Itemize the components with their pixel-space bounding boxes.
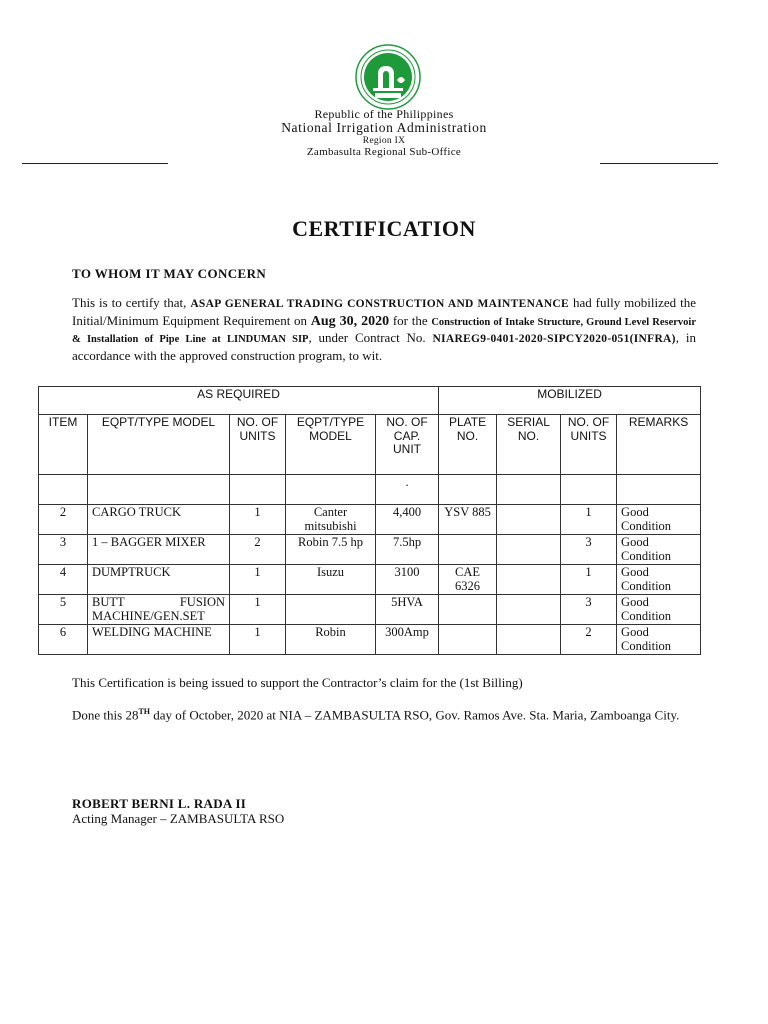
para-text-1: This is to certify that, bbox=[72, 295, 191, 310]
cell-serial bbox=[497, 625, 561, 655]
col-model-mobilized: EQPT/TYPE MODEL bbox=[286, 415, 376, 475]
cell-equipment: DUMPTRUCK bbox=[88, 565, 230, 595]
cell-model: Isuzu bbox=[286, 565, 376, 595]
cell-units-required: 1 bbox=[230, 565, 286, 595]
document-title: CERTIFICATION bbox=[292, 216, 476, 241]
cell-serial bbox=[497, 535, 561, 565]
cell-equipment-line2: MACHINE/GEN.SET bbox=[92, 608, 205, 623]
cell-units-mobilized: 2 bbox=[561, 625, 617, 655]
support-statement: This Certification is being issued to support the Contractor’s claim for the (1st Billing) bbox=[72, 675, 523, 690]
cell-remarks: Good Condition bbox=[617, 505, 701, 535]
office-line: Zambasulta Regional Sub-Office bbox=[306, 146, 462, 158]
cell-units-mobilized: 1 bbox=[561, 565, 617, 595]
col-plate: PLATE NO. bbox=[439, 415, 497, 475]
cell-serial bbox=[497, 565, 561, 595]
group-as-required: AS REQUIRED bbox=[39, 387, 439, 415]
signatory-name: ROBERT BERNI L. RADA II bbox=[72, 796, 247, 811]
cell-item: 4 bbox=[39, 565, 88, 595]
cell-remarks: Good Condition bbox=[617, 595, 701, 625]
para-text-3: for the bbox=[389, 312, 432, 328]
table-row-blank bbox=[39, 475, 701, 505]
table-row bbox=[39, 595, 701, 625]
cell-model: Robin 7.5 hp bbox=[286, 535, 376, 565]
cell-serial bbox=[497, 595, 561, 625]
table-row bbox=[39, 565, 701, 595]
cell-plate bbox=[439, 535, 497, 565]
certification-paragraph bbox=[72, 295, 696, 363]
agency-name: National Irrigation Administration bbox=[281, 120, 487, 135]
done-statement bbox=[72, 704, 696, 723]
cell-item: 6 bbox=[39, 625, 88, 655]
cell-serial bbox=[497, 505, 561, 535]
cell-item: 3 bbox=[39, 535, 88, 565]
para-text-5: , in accordance with the approved construction program, to wit. bbox=[72, 330, 696, 363]
cell-units-required: 1 bbox=[230, 625, 286, 655]
republic-line: Republic of the Philippines bbox=[314, 107, 454, 121]
cell-plate bbox=[439, 625, 497, 655]
cell-capacity: 300Amp bbox=[376, 625, 439, 655]
cell-units-required: 1 bbox=[230, 505, 286, 535]
blank-mark: . bbox=[376, 475, 439, 505]
col-capacity: NO. OF CAP. UNIT bbox=[376, 415, 439, 475]
cell-plate: CAE 6326 bbox=[439, 565, 497, 595]
cell-plate: YSV 885 bbox=[439, 505, 497, 535]
table-row bbox=[39, 505, 701, 535]
col-units-required: NO. OF UNITS bbox=[230, 415, 286, 475]
col-remarks: REMARKS bbox=[617, 415, 701, 475]
table-group-header bbox=[39, 387, 701, 415]
cell-units-required: 1 bbox=[230, 595, 286, 625]
header-rule-right bbox=[600, 163, 718, 164]
cell-item: 2 bbox=[39, 505, 88, 535]
header-rule-left bbox=[22, 163, 168, 164]
cell-units-mobilized: 3 bbox=[561, 535, 617, 565]
project-name: Construction of Intake Structure, Ground Level Reservoir & Installation of Pipe Line at LINDUMAN SIP bbox=[72, 316, 696, 345]
cell-remarks: Good Condition bbox=[617, 565, 701, 595]
cell-equipment bbox=[88, 595, 230, 625]
signatory-position: Acting Manager – ZAMBASULTA RSO bbox=[72, 811, 285, 826]
cell-model: Canter mitsubishi bbox=[286, 505, 376, 535]
cell-remarks: Good Condition bbox=[617, 535, 701, 565]
salutation: TO WHOM IT MAY CONCERN bbox=[72, 266, 267, 281]
done-ordinal: TH bbox=[138, 707, 151, 716]
cell-plate bbox=[439, 595, 497, 625]
col-item: ITEM bbox=[39, 415, 88, 475]
cell-equipment: WELDING MACHINE bbox=[88, 625, 230, 655]
contract-number: NIAREG9-0401-2020-SIPCY2020-051(INFRA) bbox=[432, 333, 676, 345]
group-mobilized: MOBILIZED bbox=[439, 387, 701, 415]
cell-model bbox=[286, 595, 376, 625]
region-line: Region IX bbox=[362, 135, 406, 146]
cell-units-mobilized: 1 bbox=[561, 505, 617, 535]
nia-logo bbox=[345, 44, 431, 110]
cell-capacity: 3100 bbox=[376, 565, 439, 595]
equipment-table bbox=[38, 386, 701, 655]
col-serial: SERIAL NO. bbox=[497, 415, 561, 475]
cell-equipment-line1: BUTT FUSION bbox=[92, 595, 225, 609]
cell-units-mobilized: 3 bbox=[561, 595, 617, 625]
cell-equipment: 1 – BAGGER MIXER bbox=[88, 535, 230, 565]
cell-capacity: 5HVA bbox=[376, 595, 439, 625]
table-row bbox=[39, 535, 701, 565]
col-units-mobilized: NO. OF UNITS bbox=[561, 415, 617, 475]
cell-equipment: CARGO TRUCK bbox=[88, 505, 230, 535]
nia-seal-icon bbox=[345, 44, 431, 110]
cell-model: Robin bbox=[286, 625, 376, 655]
para-text-2: had fully mobilized the Initial/Minimum Equipment Requirement on bbox=[72, 295, 696, 328]
cell-item: 5 bbox=[39, 595, 88, 625]
cell-units-required: 2 bbox=[230, 535, 286, 565]
cell-capacity: 4,400 bbox=[376, 505, 439, 535]
done-text-post: day of October, 2020 at NIA – ZAMBASULTA RSO, Gov. Ramos Ave. Sta. Maria, Zamboanga City. bbox=[150, 707, 680, 723]
para-text-4: , under Contract No. bbox=[308, 330, 433, 345]
agency-header bbox=[0, 108, 768, 158]
contractor-name: ASAP GENERAL TRADING CONSTRUCTION AND MAINTENANCE bbox=[190, 298, 569, 310]
done-text-pre: Done this 28 bbox=[72, 707, 139, 723]
cell-capacity: 7.5hp bbox=[376, 535, 439, 565]
col-model-required: EQPT/TYPE MODEL bbox=[88, 415, 230, 475]
table-row bbox=[39, 625, 701, 655]
cell-remarks: Good Condition bbox=[617, 625, 701, 655]
table-column-header bbox=[39, 415, 701, 475]
mobilization-date: Aug 30, 2020 bbox=[310, 313, 390, 329]
